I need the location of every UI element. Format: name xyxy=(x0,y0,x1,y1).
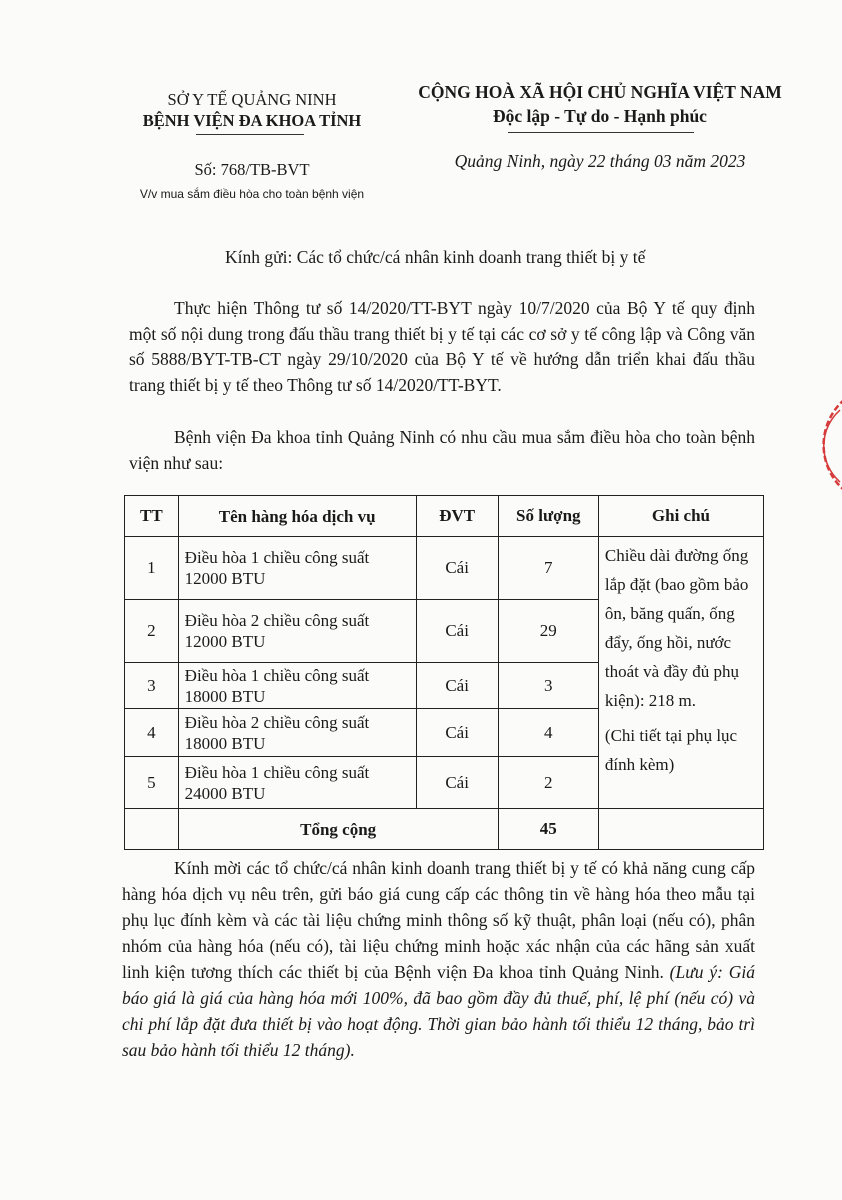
cell-unit: Cái xyxy=(416,663,498,709)
cell-quantity: 4 xyxy=(498,709,598,757)
org-parent: SỞ Y TẾ QUẢNG NINH xyxy=(167,90,337,109)
need-paragraph: Bệnh viện Đa khoa tỉnh Quảng Ninh có nhu cầu mua sắm điều hòa cho toàn bệnh viện như sau: xyxy=(129,427,755,473)
republic-title: CỘNG HOÀ XÃ HỘI CHỦ NGHĨA VIỆT NAM xyxy=(418,82,782,102)
total-label: Tổng cộng xyxy=(178,809,498,850)
red-stamp-fragment xyxy=(812,390,842,500)
note-detail: (Chi tiết tại phụ lục đính kèm) xyxy=(604,726,738,774)
header-quantity: Số lượng xyxy=(498,496,598,537)
total-value: 45 xyxy=(498,809,598,850)
cell-name: Điều hòa 1 chiều công suất 24000 BTU xyxy=(178,757,416,809)
cell-quantity: 2 xyxy=(498,757,598,809)
recipient-line: Kính gửi: Các tổ chức/cá nhân kinh doanh trang thiết bị y tế xyxy=(225,247,646,267)
motto: Độc lập - Tự do - Hạnh phúc xyxy=(493,106,707,126)
note-main: Chiều dài đường ống lắp đặt (bao gồm bảo ôn, băng quấn, ống đẩy, ống hồi, nước thoát và đầy đủ phụ kiện): 218 m. xyxy=(604,546,749,710)
header-note: Ghi chú xyxy=(598,496,763,537)
document-date: Quảng Ninh, ngày 22 tháng 03 năm 2023 xyxy=(454,151,746,171)
cell-name: Điều hòa 1 chiều công suất 18000 BTU xyxy=(178,663,416,709)
cell-note xyxy=(598,537,763,809)
cell-name: Điều hòa 2 chiều công suất 18000 BTU xyxy=(178,709,416,757)
table-header-row xyxy=(125,496,764,537)
cell-unit: Cái xyxy=(416,537,498,600)
invitation-paragraph xyxy=(122,855,755,1063)
cell-tt: 4 xyxy=(125,709,179,757)
document-number: Số: 768/TB-BVT xyxy=(194,160,310,179)
header-unit: ĐVT xyxy=(416,496,498,537)
cell-tt-empty xyxy=(125,809,179,850)
cell-unit: Cái xyxy=(416,600,498,663)
cell-tt: 1 xyxy=(125,537,179,600)
invitation-text: Kính mời các tổ chức/cá nhân kinh doanh trang thiết bị y tế có khả năng cung cấp hàng hóa dịch vụ nêu trên, gửi báo giá cung cấp các thông tin về hàng hóa theo mẫu tại phụ lục đính kèm và các tài liệu chứng minh thông số kỹ thuật, phân loại (nếu có), phân nhóm của hàng hóa (nếu có), tài liệu chứng minh hoặc xác nhận của các hãng sản xuất linh kiện tương thích các thiết bị của Bệnh viện Đa khoa tỉnh Quảng Ninh. xyxy=(122,858,755,982)
motto-underline xyxy=(508,132,694,133)
intro-paragraph: Thực hiện Thông tư số 14/2020/TT-BYT ngày 10/7/2020 của Bộ Y tế quy định một số nội dung trong đấu thầu trang thiết bị y tế tại các cơ sở y tế công lập và Công văn số 5888/BYT-TB-CT ngày 29/10/2020 của Bộ Y tế về hướng dẫn triển khai đấu thầu trang thiết bị y tế theo Thông tư số 14/2020/TT-BYT. xyxy=(129,298,755,395)
table-total-row xyxy=(125,809,764,850)
cell-tt: 3 xyxy=(125,663,179,709)
cell-name: Điều hòa 2 chiều công suất 12000 BTU xyxy=(178,600,416,663)
cell-unit: Cái xyxy=(416,709,498,757)
cell-tt: 5 xyxy=(125,757,179,809)
document-subject: V/v mua sắm điều hòa cho toàn bệnh viện xyxy=(139,187,365,201)
table-row xyxy=(125,537,764,600)
cell-name: Điều hòa 1 chiều công suất 12000 BTU xyxy=(178,537,416,600)
header-name: Tên hàng hóa dịch vụ xyxy=(178,496,416,537)
cell-quantity: 29 xyxy=(498,600,598,663)
cell-unit: Cái xyxy=(416,757,498,809)
cell-quantity: 7 xyxy=(498,537,598,600)
cell-quantity: 3 xyxy=(498,663,598,709)
procurement-table xyxy=(124,495,764,850)
cell-note-empty xyxy=(598,809,763,850)
cell-tt: 2 xyxy=(125,600,179,663)
header-tt: TT xyxy=(125,496,179,537)
invitation-note: (Lưu ý: Giá báo giá là giá của hàng hóa mới 100%, đã bao gồm đầy đủ thuế, phí, lệ phí (nếu có) và chi phí lắp đặt đưa thiết bị vào hoạt động. Thời gian bảo hành tối thiểu 12 tháng, bảo trì sau bảo hành tối thiểu 12 tháng). xyxy=(122,962,755,1060)
org-underline xyxy=(196,134,304,135)
org-name: BỆNH VIỆN ĐA KHOA TỈNH xyxy=(142,111,362,130)
